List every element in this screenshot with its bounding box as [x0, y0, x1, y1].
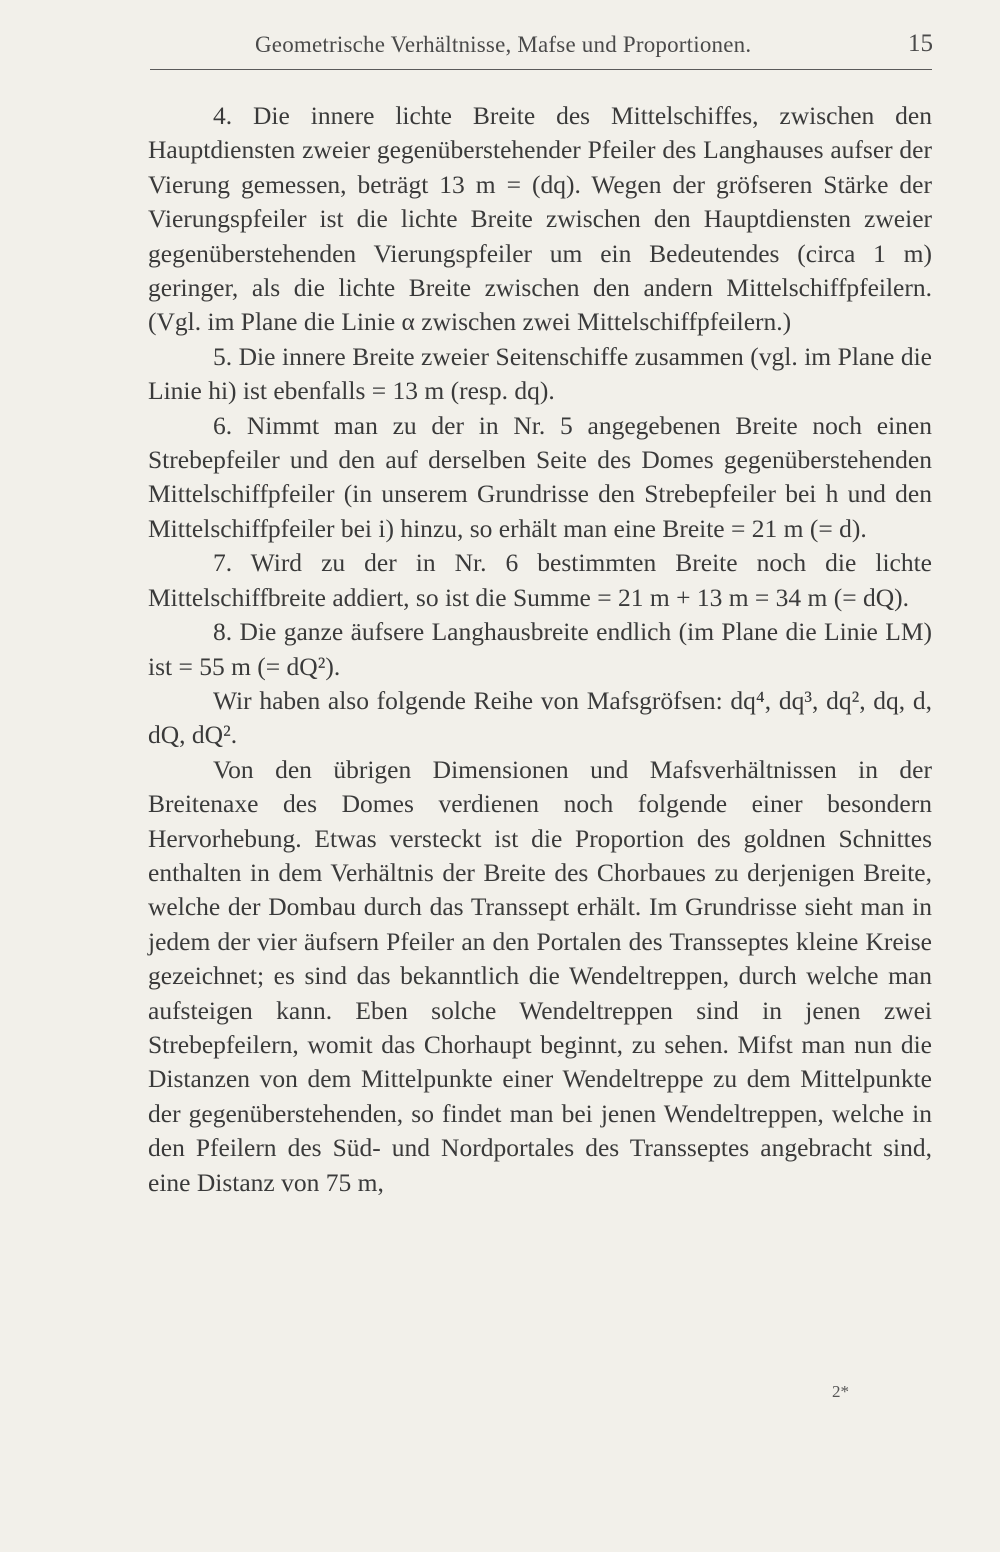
body-text [148, 99, 932, 1200]
paragraph-series: Wir haben also folgende Reihe von Mafsgröfsen: dq⁴, dq³, dq², dq, d, dQ, dQ². [148, 685, 932, 750]
paragraph-item-6: 6. Nimmt man zu der in Nr. 5 angegebenen Breite noch einen Strebepfeiler und den auf derselben Seite des Domes gegenüberstehenden Mittelschiffpfeiler (in unserem Grundrisse den Strebepfeiler bei h und den Mittelschiffpfeiler bei i) hinzu, so erhält man eine Breite = 21 m (= d). [148, 410, 932, 543]
running-title: Geometrische Verhältnisse, Mafse und Proportionen. [255, 32, 752, 57]
paragraph-item-4: 4. Die innere lichte Breite des Mittelschiffes, zwischen den Hauptdiensten zweier gegenüberstehender Pfeiler des Langhauses aufser der Vierung gemessen, beträgt 13 m = (dq). Wegen der gröfseren Stärke der Vierungspfeiler ist die lichte Breite zwischen den Hauptdiensten zweier gegenüberstehenden Vierungspfeiler um ein Bedeutendes (circa 1 m) geringer, als die lichte Breite zwischen den andern Mittelschiffpfeilern. (Vgl. im Plane die Linie α zwischen zwei Mittelschiffpfeilern.) [148, 101, 932, 337]
paragraph-item-5: 5. Die innere Breite zweier Seitenschiffe zusammen (vgl. im Plane die Linie hi) ist ebenfalls = 13 m (resp. dq). [148, 341, 932, 406]
paragraph-golden-section: Von den übrigen Dimensionen und Mafsverhältnissen in der Breitenaxe des Domes verdienen noch folgende einer besondern Hervorhebung. Etwas versteckt ist die Proportion des goldnen Schnittes enthalten in dem Verhältnis der Breite des Chorbaues zu derjenigen Breite, welche der Dombau durch das Transsept erhält. Im Grundrisse sieht man in jedem der vier äufsern Pfeiler an den Portalen des Transseptes kleine Kreise gezeichnet; es sind das bekanntlich die Wendeltreppen, durch welche man aufsteigen kann. Eben solche Wendeltreppen sind in jenen zwei Strebepfeilern, womit das Chorhaupt beginnt, zu sehen. Mifst man nun die Distanzen von dem Mittelpunkte einer Wendeltreppe zu dem Mittelpunkte der gegenüberstehenden, so findet man bei jenen Wendeltreppen, welche in den Pfeilern des Süd- und Nordportales des Transseptes angebracht sind, eine Distanz von 75 m, [148, 754, 932, 1197]
running-header [255, 28, 935, 64]
paragraph-item-7: 7. Wird zu der in Nr. 6 bestimmten Breite noch die lichte Mittelschiffbreite addiert, so ist die Summe = 21 m + 13 m = 34 m (= dQ). [148, 548, 932, 612]
header-rule [150, 69, 932, 70]
page-number: 15 [908, 30, 933, 57]
signature-mark: 2* [832, 1382, 849, 1401]
paragraph-item-8: 8. Die ganze äufsere Langhausbreite endlich (im Plane die Linie LM) ist = 55 m (= dQ²). [148, 617, 932, 681]
